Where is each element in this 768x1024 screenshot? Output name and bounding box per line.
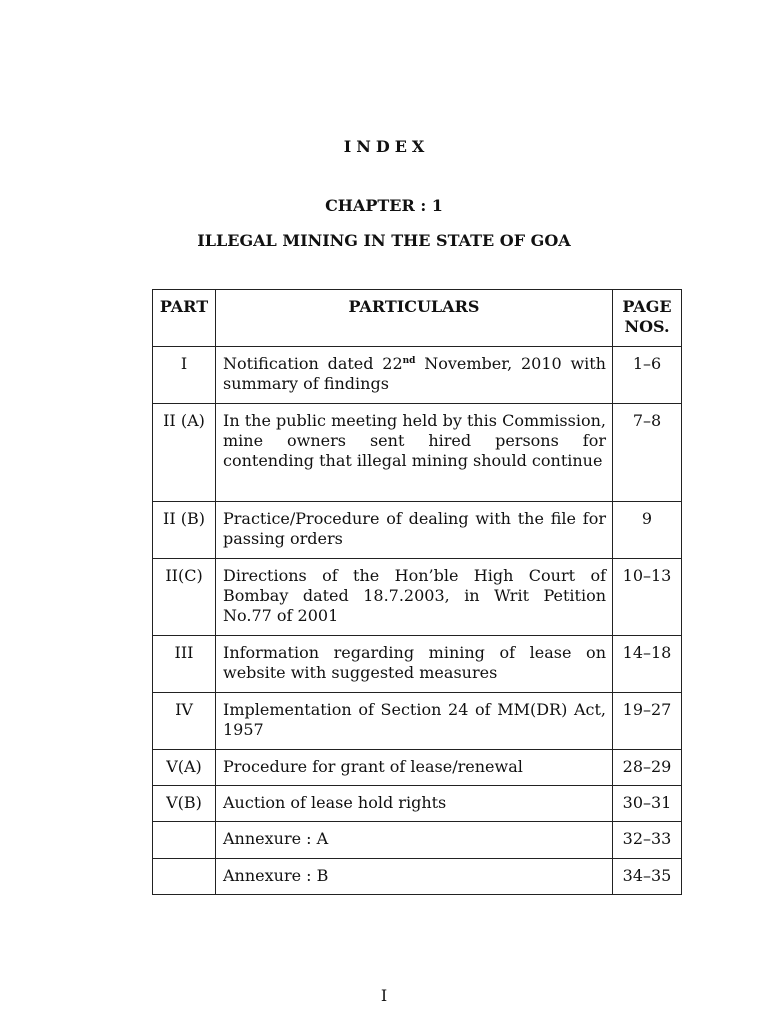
row-pages: 7–8 — [613, 404, 682, 502]
row-particulars: Implementation of Section 24 of MM(DR) Act, 1957 — [216, 693, 613, 750]
row-part: IV — [153, 693, 216, 750]
table-row — [153, 750, 682, 786]
row-part: III — [153, 636, 216, 693]
row-particulars: Directions of the Hon’ble High Court of Bombay dated 18.7.2003, in Writ Petition No.77 of 2001 — [216, 559, 613, 636]
table-row — [153, 559, 682, 636]
row-particulars: Annexure : B — [216, 859, 613, 895]
table-row — [153, 404, 682, 502]
row-particulars — [216, 347, 613, 404]
row-part — [153, 859, 216, 895]
row-pages: 10–13 — [613, 559, 682, 636]
row-particulars: In the public meeting held by this Commission, mine owners sent hired persons for contending that illegal mining should continue — [216, 404, 613, 502]
row-part: II (A) — [153, 404, 216, 502]
row-pages: 1–6 — [613, 347, 682, 404]
row-particulars: Procedure for grant of lease/renewal — [216, 750, 613, 786]
row-particulars-text: Notification dated 22 — [223, 354, 403, 373]
chapter-title: CHAPTER : 1 — [325, 196, 443, 215]
header-page-line2: NOS. — [624, 317, 670, 336]
row-particulars: Annexure : A — [216, 822, 613, 859]
table-row — [153, 786, 682, 822]
row-particulars-text-cont: November, 2010 with summary of findings — [223, 354, 606, 393]
header-part: PART — [153, 290, 216, 347]
table-row — [153, 822, 682, 859]
table-row — [153, 636, 682, 693]
table-row — [153, 693, 682, 750]
table-row — [153, 859, 682, 895]
header-particulars: PARTICULARS — [216, 290, 613, 347]
row-part: II(C) — [153, 559, 216, 636]
table-header-row — [153, 290, 682, 347]
row-particulars: Practice/Procedure of dealing with the file for passing orders — [216, 502, 613, 559]
row-part: I — [153, 347, 216, 404]
row-pages: 32–33 — [613, 822, 682, 859]
row-particulars: Auction of lease hold rights — [216, 786, 613, 822]
page-number: I — [380, 986, 388, 1005]
row-pages: 19–27 — [613, 693, 682, 750]
row-particulars: Information regarding mining of lease on website with suggested measures — [216, 636, 613, 693]
row-pages: 14–18 — [613, 636, 682, 693]
row-pages: 30–31 — [613, 786, 682, 822]
row-part — [153, 822, 216, 859]
ordinal-suffix: nd — [402, 356, 416, 366]
index-title: INDEX — [343, 137, 430, 156]
header-page-line1: PAGE — [622, 297, 672, 316]
header-page-nos — [613, 290, 682, 347]
row-pages: 9 — [613, 502, 682, 559]
table-row — [153, 347, 682, 404]
row-pages: 34–35 — [613, 859, 682, 895]
row-part: II (B) — [153, 502, 216, 559]
index-table — [152, 289, 682, 895]
chapter-subtitle: ILLEGAL MINING IN THE STATE OF GOA — [197, 231, 571, 250]
table-row — [153, 502, 682, 559]
row-part: V(B) — [153, 786, 216, 822]
row-part: V(A) — [153, 750, 216, 786]
row-pages: 28–29 — [613, 750, 682, 786]
